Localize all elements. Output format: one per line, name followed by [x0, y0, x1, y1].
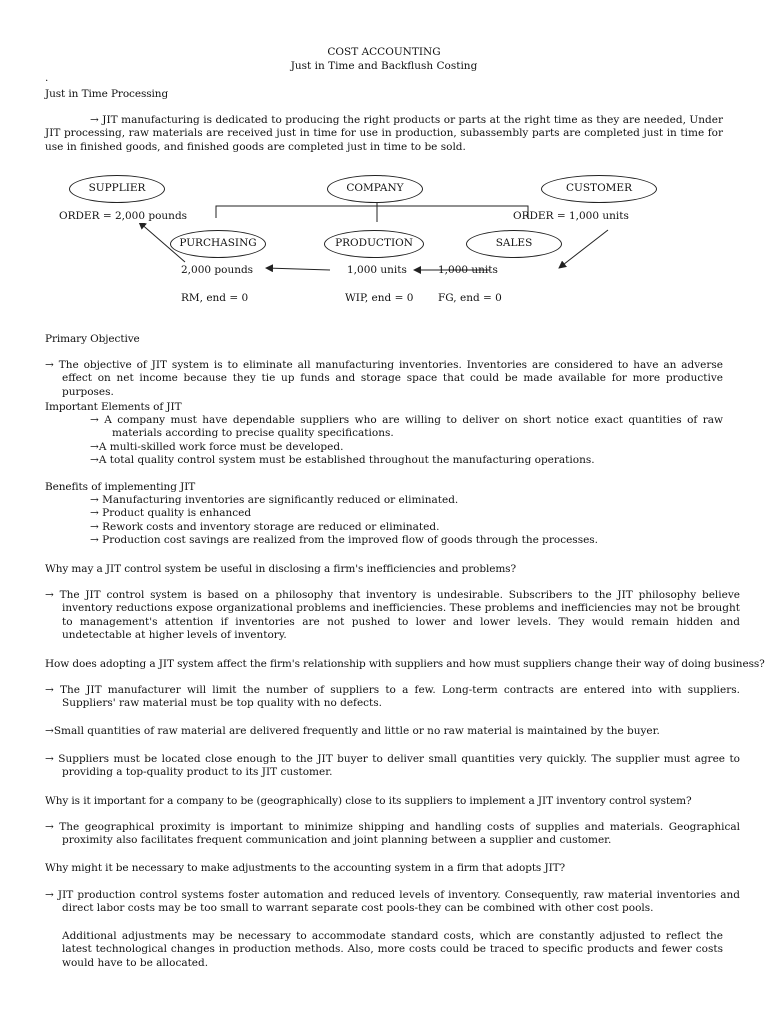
- customer-order: ORDER = 1,000 units: [513, 210, 629, 222]
- arrow-icon: →: [45, 589, 54, 601]
- suppliers-answer-1-text: The JIT manufacturer will limit the number of suppliers to a few. Long-term contracts are entered into with suppliers. Suppliers' raw material must be top quality with no defects.: [60, 684, 740, 710]
- suppliers-answer-1: [45, 684, 740, 711]
- list-item-text: Rework costs and inventory storage are reduced or eliminated.: [102, 520, 440, 533]
- accounting-answer-2: Additional adjustments may be necessary to accommodate standard costs, which are constantly adjusted to reflect the latest technological changes in production methods. Also, more costs could be traced to specific products and fewer costs would have to be allocated.: [62, 930, 723, 969]
- section-heading-primary-objective: Primary Objective: [45, 333, 140, 345]
- list-item: [90, 521, 723, 534]
- arrow-icon: →: [45, 725, 54, 737]
- primary-objective-paragraph: [45, 359, 723, 399]
- customer-node: [541, 175, 657, 203]
- arrow-icon: →: [90, 114, 99, 126]
- sales-node: [466, 230, 562, 258]
- supplier-label: SUPPLIER: [88, 182, 146, 195]
- production-quantity: 1,000 units: [347, 264, 407, 276]
- arrow-icon: →: [90, 507, 99, 520]
- list-item: [90, 534, 723, 547]
- arrow-icon: →: [45, 753, 54, 765]
- supplier-node: [69, 175, 165, 203]
- customer-label: CUSTOMER: [565, 182, 632, 195]
- arrow-icon: →: [90, 440, 99, 453]
- arrow-icon: →: [90, 494, 99, 506]
- purchasing-label: PURCHASING: [179, 237, 257, 250]
- list-item-text: A multi-skilled work force must be developed.: [98, 440, 344, 453]
- jit-processing-text: JIT manufacturing is dedicated to producing the right products or parts at the right time as they are needed, Under JIT processing, raw materials are received just in time for use in production, subassembly parts are completed just in time for use in finished goods, and finished goods are completed just in time to be sold.: [45, 114, 723, 153]
- list-item-text: Production cost savings are realized from the improved flow of goods through the processes.: [102, 534, 599, 547]
- accounting-text: JIT production control systems foster automation and reduced levels of inventory. Consequently, raw material inventories and direct labor costs may be too small to warrant separate cost pools-they can be combined with other cost pools.: [57, 889, 740, 915]
- document-title: COST ACCOUNTING: [327, 46, 441, 58]
- question-heading-suppliers: How does adopting a JIT system affect the firm's relationship with suppliers and how must suppliers change their way of doing business?: [45, 658, 765, 670]
- document-subtitle: Just in Time and Backflush Costing: [290, 60, 478, 72]
- suppliers-answer-2-text: Small quantities of raw material are delivered frequently and little or no raw material is maintained by the buyer.: [53, 725, 660, 737]
- question-heading-accounting-adjustments: Why might it be necessary to make adjustments to the accounting system in a firm that adopts JIT?: [45, 862, 566, 874]
- inefficiencies-answer: [45, 589, 740, 643]
- sales-quantity: 1,000 units: [438, 264, 498, 276]
- list-item-text: Manufacturing inventories are significantly reduced or eliminated.: [102, 494, 459, 506]
- arrow-icon: →: [90, 534, 99, 547]
- customer-to-sales-arrow: [559, 230, 608, 268]
- primary-objective-text: The objective of JIT system is to eliminate all manufacturing inventories. Inventories are considered to have an adverse effect on net income because they tie up funds and storage space that could be made available for more productive purposes.: [58, 359, 723, 398]
- inefficiencies-text: The JIT control system is based on a philosophy that inventory is undesirable. Subscribers to the JIT philosophy believe inventory reductions expose organizational problems and inefficiencies. These problems and inefficiencies may not be brought to management's attention if inventories are not pushed to lower and lower levels. They would remain hidden and undetectable at higher levels of inventory.: [59, 589, 740, 642]
- company-node: [327, 175, 423, 203]
- important-elements-list: [90, 414, 723, 468]
- arrow-icon: →: [90, 520, 99, 533]
- supplier-order: ORDER = 2,000 pounds: [59, 210, 188, 222]
- arrow-icon: →: [45, 684, 54, 696]
- stray-mark: .: [45, 72, 49, 84]
- company-label: COMPANY: [346, 182, 404, 195]
- list-item: [90, 507, 723, 520]
- list-item: [90, 494, 723, 507]
- accounting-answer: [45, 889, 740, 916]
- sales-label: SALES: [495, 237, 533, 250]
- list-item-text: Product quality is enhanced: [102, 507, 252, 520]
- proximity-text: The geographical proximity is important to minimize shipping and handling costs of supplies and materials. Geographical proximity also facilitates frequent communication and joint planning between a supplier and customer.: [59, 821, 740, 847]
- question-heading-inefficiencies: Why may a JIT control system be useful in disclosing a firm's inefficiencies and problems?: [45, 563, 517, 575]
- arrow-icon: →: [90, 454, 99, 467]
- arrow-icon: →: [45, 359, 54, 371]
- purchasing-quantity: 2,000 pounds: [181, 264, 254, 276]
- company-bracket-line: [216, 206, 528, 218]
- suppliers-answer-3-text: Suppliers must be located close enough to the JIT buyer to deliver small quantities very quickly. The supplier must agree to providing a top-quality product to its JIT customer.: [58, 753, 741, 779]
- production-label: PRODUCTION: [335, 237, 413, 250]
- fg-end: FG, end = 0: [438, 292, 502, 304]
- list-item: [90, 454, 723, 467]
- rm-end: RM, end = 0: [181, 292, 249, 304]
- suppliers-answer-3: [45, 753, 740, 780]
- arrow-icon: →: [45, 889, 54, 901]
- production-to-purchasing-arrow: [266, 268, 330, 270]
- arrow-icon: →: [90, 414, 99, 426]
- proximity-answer: [45, 821, 740, 848]
- purchasing-node: [170, 230, 266, 258]
- section-heading-jit-processing: Just in Time Processing: [45, 88, 169, 100]
- section-heading-important-elements: Important Elements of JIT: [45, 401, 182, 413]
- production-node: [324, 230, 424, 258]
- arrow-icon: →: [45, 821, 54, 833]
- question-heading-proximity: Why is it important for a company to be (geographically) close to its suppliers to implement a JIT inventory control system?: [45, 795, 692, 807]
- list-item-text: A total quality control system must be established throughout the manufacturing operations.: [98, 454, 595, 467]
- section-heading-benefits: Benefits of implementing JIT: [45, 481, 196, 493]
- list-item: [90, 441, 723, 454]
- list-item: [90, 414, 723, 441]
- list-item-text: A company must have dependable suppliers who are willing to deliver on short notice exact quantities of raw materials according to precise quality specifications.: [104, 414, 723, 440]
- wip-end: WIP, end = 0: [345, 292, 414, 304]
- suppliers-answer-2: [45, 725, 740, 738]
- benefits-list: [90, 494, 723, 548]
